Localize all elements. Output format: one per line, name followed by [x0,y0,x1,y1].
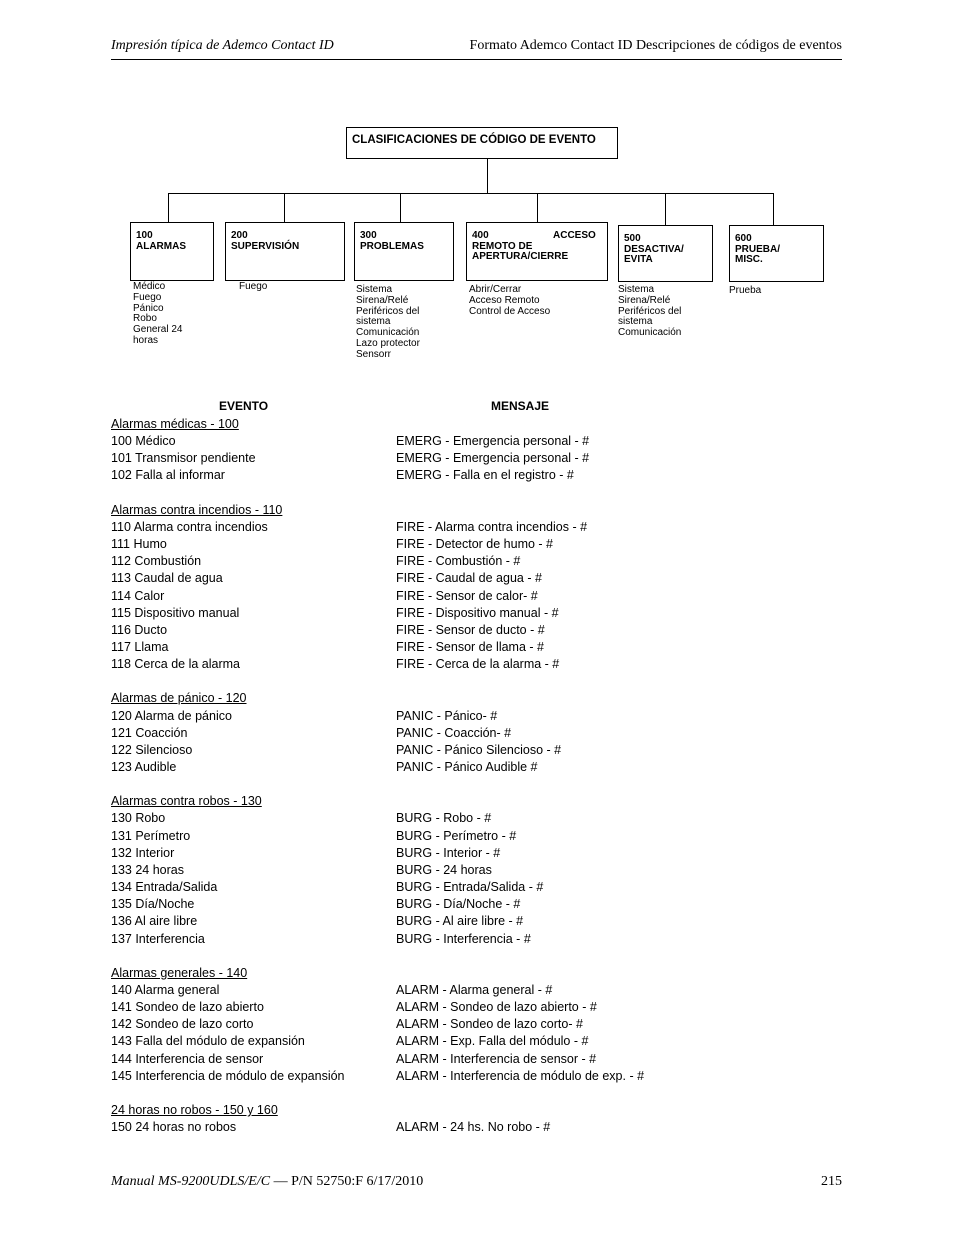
message-cell: FIRE - Alarma contra incendios - # [396,519,588,534]
group-title: Alarmas generales - 140 [111,965,248,980]
event-cell: 116 Ducto [111,622,168,637]
category-items-100 [133,282,182,347]
event-cell: 120 Alarma de pánico [111,708,232,723]
event-cell: 134 Entrada/Salida [111,880,218,895]
category-title: PROBLEMAS [360,240,424,252]
category-item: Sirena/Relé [356,294,409,306]
connector-600 [773,193,774,225]
connector-300 [400,193,401,223]
category-title: SUPERVISIÓN [231,240,300,252]
category-code: 100 [136,230,153,241]
group-title: Alarmas médicas - 100 [111,417,239,431]
event-cell: 130 Robo [111,811,166,826]
event-cell: 101 Transmisor pendiente [111,451,256,466]
category-items-300 [356,285,420,361]
category-box-100 [130,222,214,281]
message-column-header: MENSAJE [491,399,550,413]
event-cell: 100 Médico [111,434,176,449]
category-code: 600 [735,233,752,244]
message-cell: BURG - Interferencia - # [396,931,531,946]
event-cell: 145 Interferencia de módulo de expansión [111,1068,345,1083]
category-item: Prueba [729,285,762,296]
category-code: 400 [472,230,489,241]
category-title: ALARMAS [136,240,186,252]
event-cell: 111 Humo [111,537,167,552]
category-item: Sensorr [356,348,392,360]
event-cell: 131 Perímetro [111,828,191,843]
message-cell: BURG - Robo - # [396,811,492,826]
category-item: Acceso Remoto [469,294,540,306]
category-item: Sirena/Relé [618,294,671,306]
category-item: Comunicación [618,327,682,339]
message-cell: BURG - 24 horas [396,862,492,877]
category-item: horas [133,334,159,346]
category-item: Sistema [618,284,655,295]
category-items-500 [618,285,681,339]
message-cell: EMERG - Emergencia personal - # [396,451,590,466]
category-title-line2: MISC. [735,254,763,265]
message-cell: FIRE - Combustión - # [396,554,521,569]
category-item: Fuego [239,281,268,292]
connector-root-down [487,159,488,193]
message-cell: FIRE - Dispositivo manual - # [396,605,559,620]
event-cell: 110 Alarma contra incendios [111,519,268,534]
page-number: 215 [821,1174,842,1189]
event-column-header: EVENTO [219,399,269,413]
category-items-200 [239,282,267,293]
message-cell: FIRE - Caudal de agua - # [396,571,542,586]
message-cell: PANIC - Pánico- # [396,708,498,723]
message-cell: BURG - Al aire libre - # [396,914,524,929]
message-cell: ALARM - Interferencia de sensor - # [396,1051,597,1066]
category-item: General 24 [133,324,183,336]
event-cell: 123 Audible [111,760,177,774]
group-title: Alarmas de pánico - 120 [111,691,247,706]
header-section-title: Impresión típica de Ademco Contact ID [111,38,334,53]
connector-400 [537,193,538,223]
message-cell: ALARM - 24 hs. No robo - # [396,1120,551,1135]
category-code-extra: ACCESO [553,230,596,241]
event-cell: 117 Llama [111,639,169,654]
category-item: Pánico [133,302,164,314]
connector-500 [665,193,666,225]
event-cell: 132 Interior [111,845,175,860]
header-rule [111,59,842,60]
event-cell: 118 Cerca de la alarma [111,657,241,672]
message-cell: BURG - Entrada/Salida - # [396,880,544,895]
message-cell: BURG - Perímetro - # [396,828,517,843]
category-box-300 [354,222,454,281]
category-box-600 [729,225,824,282]
message-cell: EMERG - Falla en el registro - # [396,468,574,483]
connector-100 [168,193,169,223]
message-cell: BURG - Interior - # [396,845,501,860]
event-cell: 143 Falla del módulo de expansión [111,1034,305,1049]
event-cell: 144 Interferencia de sensor [111,1051,264,1066]
event-cell: 115 Dispositivo manual [111,605,240,620]
category-title: PRUEBA/ [735,243,781,255]
category-code: 500 [624,233,641,244]
message-cell: PANIC - Coacción- # [396,725,512,740]
event-cell: 150 24 horas no robos [111,1120,237,1135]
event-cell: 135 Día/Noche [111,897,195,912]
category-item: Médico [133,281,166,292]
event-cell: 136 Al aire libre [111,914,198,929]
category-item: Comunicación [356,327,420,339]
category-item: Periféricos del [356,305,420,317]
message-cell: FIRE - Sensor de calor- # [396,588,538,603]
event-cell: 142 Sondeo de lazo corto [111,1017,254,1032]
category-item: Abrir/Cerrar [469,284,522,295]
message-cell: ALARM - Interferencia de módulo de exp. - # [396,1068,645,1083]
footer-part-number: — P/N 52750:F 6/17/2010 [270,1174,424,1189]
category-item: Robo [133,313,157,325]
category-title: DESACTIVA/ [624,243,684,255]
event-cell: 133 24 horas [111,862,184,877]
category-box-400 [466,222,608,281]
group-title: 24 horas no robos - 150 y 160 [111,1103,278,1117]
category-item: Periféricos del [618,305,682,317]
category-item: Control de Acceso [469,305,551,317]
event-cell: 121 Coacción [111,725,188,740]
diagram-root-box: CLASIFICACIONES DE CÓDIGO DE EVENTO [346,127,618,159]
header-chapter-title: Formato Ademco Contact ID Descripciones de códigos de eventos [469,38,842,53]
category-items-600 [729,286,761,297]
category-items-400 [469,285,550,317]
category-code: 300 [360,230,377,241]
event-cell: 141 Sondeo de lazo abierto [111,1000,264,1015]
group-title: Alarmas contra incendios - 110 [111,502,283,517]
category-box-500 [618,225,713,282]
message-cell: FIRE - Sensor de ducto - # [396,622,545,637]
category-code: 200 [231,230,248,241]
event-cell: 112 Combustión [111,554,202,569]
category-item: sistema [618,316,653,328]
message-cell: ALARM - Sondeo de lazo abierto - # [396,1000,597,1015]
connector-horizontal [168,193,774,194]
footer-manual-title: Manual MS-9200UDLS/E/C [111,1174,271,1189]
message-cell: EMERG - Emergencia personal - # [396,434,590,449]
event-cell: 113 Caudal de agua [111,571,223,586]
category-item: Lazo protector [356,337,420,349]
message-cell: ALARM - Sondeo de lazo corto- # [396,1017,583,1032]
category-box-200 [225,222,345,281]
connector-200 [284,193,285,223]
event-cell: 122 Silencioso [111,742,193,757]
message-cell: FIRE - Sensor de llama - # [396,639,544,654]
category-item: sistema [356,316,391,328]
message-cell: BURG - Día/Noche - # [396,897,521,912]
message-cell: FIRE - Detector de humo - # [396,537,554,552]
event-cell: 140 Alarma general [111,982,220,997]
message-cell: FIRE - Cerca de la alarma - # [396,657,560,672]
event-cell: 102 Falla al informar [111,468,225,483]
category-title-line2: APERTURA/CIERRE [472,251,569,262]
event-cell: 137 Interferencia [111,931,205,946]
event-cell: 114 Calor [111,588,165,603]
message-cell: PANIC - Pánico Audible # [396,760,538,774]
category-item: Fuego [133,291,162,303]
footer-manual-info [111,1174,423,1190]
category-item: Sistema [356,284,393,295]
group-title: Alarmas contra robos - 130 [111,794,262,809]
message-cell: ALARM - Alarma general - # [396,982,553,997]
category-title-line2: EVITA [624,254,653,265]
message-cell: PANIC - Pánico Silencioso - # [396,742,562,757]
message-cell: ALARM - Exp. Falla del módulo - # [396,1034,589,1049]
category-title: REMOTO DE [472,240,533,252]
